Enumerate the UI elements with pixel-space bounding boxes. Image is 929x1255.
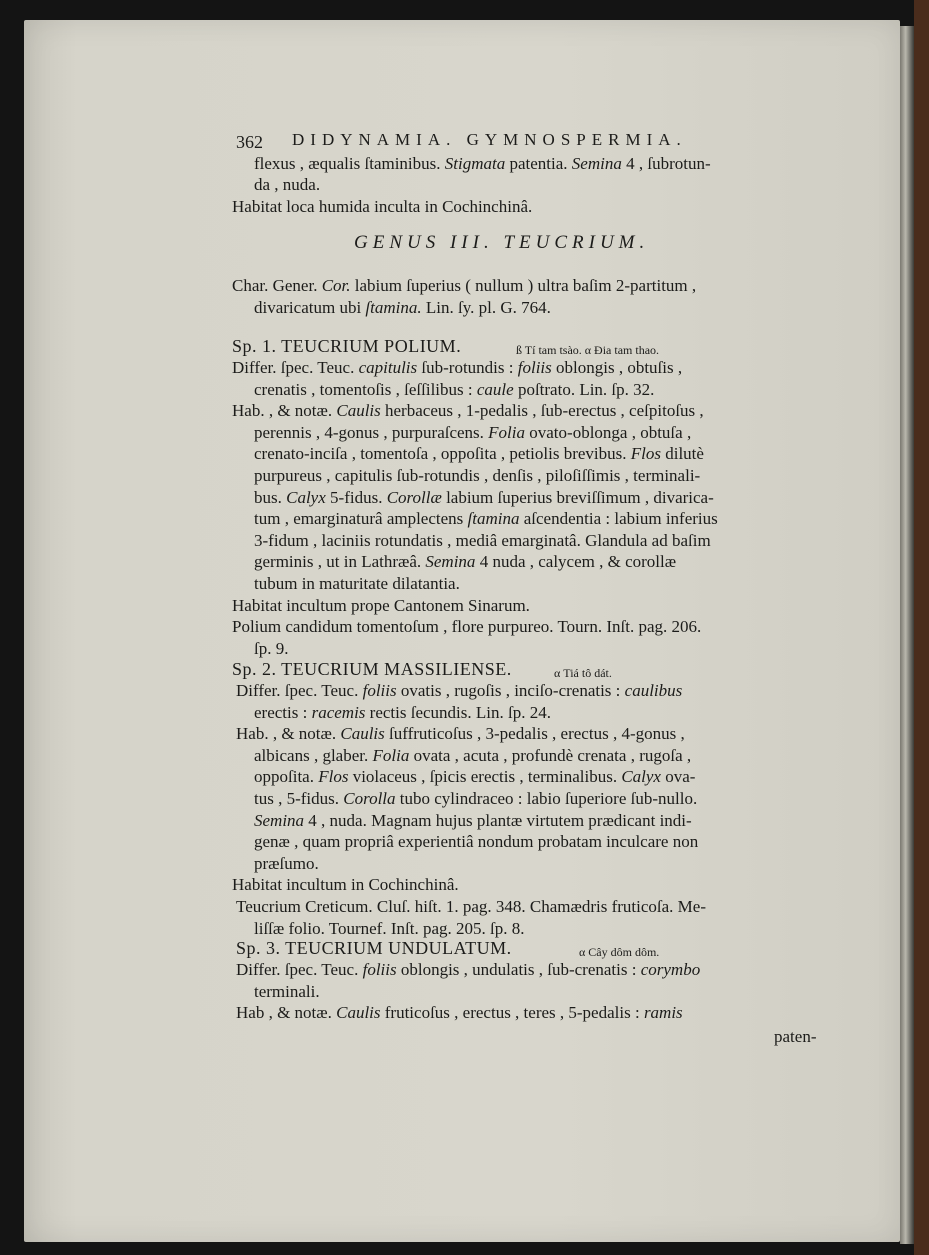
- running-title: DIDYNAMIA. GYMNOSPERMIA.: [292, 130, 687, 149]
- italic-term: Calyx: [621, 767, 661, 786]
- species-text-line: [254, 531, 711, 551]
- species-text-line: [254, 982, 320, 1002]
- book-page: [24, 20, 900, 1242]
- italic-term: caule: [476, 380, 514, 399]
- text-run: oppoſita.: [254, 767, 319, 786]
- text-run: fruticoſus , erectus , teres , 5-pedalis :: [380, 1003, 644, 1022]
- catchword: paten-: [774, 1027, 817, 1046]
- text-run: Differ. ſpec. Teuc.: [236, 681, 363, 700]
- italic-term: Corolla: [343, 789, 396, 808]
- text-run: violaceus , ſpicis erectis , terminalibus.: [348, 767, 622, 786]
- text-run: flexus , æqualis ſtaminibus.: [254, 154, 445, 173]
- species-text-line: [254, 466, 700, 486]
- species-text-line: [232, 617, 701, 637]
- species-text-line: [254, 703, 551, 723]
- text-run: Hab , & notæ.: [236, 1003, 337, 1022]
- italic-term: corymbo: [640, 960, 701, 979]
- species-text-line: [254, 854, 319, 874]
- text-run: Char. Gener.: [232, 276, 322, 295]
- italic-term: Cor.: [321, 276, 351, 295]
- species-text-line: [254, 832, 698, 852]
- text-run: perennis , 4-gonus , purpuraſcens.: [254, 423, 489, 442]
- text-run: ſub-rotundis :: [417, 358, 518, 377]
- text-run: Differ. ſpec. Teuc.: [236, 960, 363, 979]
- species-text-line: [254, 767, 695, 787]
- page-text: [24, 20, 900, 1242]
- species-text-line: [236, 1003, 683, 1023]
- text-run: Habitat incultum in Cochinchinâ.: [232, 875, 459, 894]
- species-text-line: [236, 897, 706, 917]
- text-run: Differ. ſpec. Teuc.: [232, 358, 359, 377]
- text-run: genæ , quam propriâ experientiâ nondum probatam inculcare non: [254, 832, 699, 851]
- text-run: dilutè: [660, 444, 704, 463]
- species-text-line: [254, 639, 288, 659]
- species-text-line: [254, 509, 718, 529]
- text-run: Habitat incultum prope Cantonem Sinarum.: [232, 596, 530, 615]
- species-title: Sp. 3. TEUCRIUM UNDULATUM.: [236, 938, 512, 958]
- text-run: ovata , acuta , profundè crenata , rugoſa ,: [409, 746, 692, 765]
- text-run: germinis , ut in Lathræâ.: [254, 552, 426, 571]
- text-run: liſſæ folio. Tournef. Inſt. pag. 205. ſp. 8.: [254, 919, 525, 938]
- text-run: Hab. , & notæ.: [236, 724, 341, 743]
- species-text-line: [254, 444, 704, 464]
- text-run: 3-fidum , laciniis rotundatis , mediâ emarginatâ. Glandula ad baſim: [254, 531, 711, 550]
- text-run: Teucrium Creticum. Cluſ. hiſt. 1. pag. 348. Chamædris fruticoſa. Me-: [236, 897, 707, 916]
- species-text-line: [254, 919, 524, 939]
- text-run: oblongis , obtuſis ,: [551, 358, 683, 377]
- text-run: tubum in maturitate dilatantia.: [254, 574, 460, 593]
- text-run: tubo cylindraceo : labio ſuperiore ſub-nullo.: [395, 789, 698, 808]
- italic-term: Caulis: [336, 1003, 381, 1022]
- text-run: tus , 5-fidus.: [254, 789, 344, 808]
- italic-term: foliis: [362, 960, 397, 979]
- text-run: ovatis , rugoſis , inciſo-crenatis :: [396, 681, 625, 700]
- italic-term: Flos: [630, 444, 661, 463]
- text-run: divaricatum ubi: [254, 298, 366, 317]
- italic-term: Stigmata: [444, 154, 506, 173]
- species-text-line: [254, 423, 691, 443]
- species-text-line: [254, 552, 676, 572]
- text-run: crenato-inciſa , tomentoſa , oppoſita , petiolis brevibus.: [254, 444, 631, 463]
- italic-term: racemis: [311, 703, 366, 722]
- italic-term: ſtamina: [467, 509, 520, 528]
- species-text-line: [236, 681, 682, 701]
- vernacular-name: α Tiá tô dát.: [554, 666, 612, 680]
- char-line-2: [254, 298, 551, 318]
- italic-term: Semina: [571, 154, 622, 173]
- text-run: 4 , nuda. Magnam hujus plantæ virtutem prædicant indi-: [304, 811, 692, 830]
- text-run: tum , emarginaturâ amplectens: [254, 509, 468, 528]
- species-text-line: [254, 746, 691, 766]
- text-run: ova-: [660, 767, 696, 786]
- species-text-line: [254, 380, 654, 400]
- text-run: ovato-oblonga , obtuſa ,: [525, 423, 692, 442]
- italic-term: ramis: [643, 1003, 683, 1022]
- italic-term: foliis: [517, 358, 552, 377]
- text-run: patentia.: [505, 154, 572, 173]
- italic-term: Folia: [488, 423, 526, 442]
- italic-term: capitulis: [358, 358, 418, 377]
- text-run: erectis :: [254, 703, 312, 722]
- italic-term: Folia: [372, 746, 410, 765]
- italic-term: Semina: [425, 552, 476, 571]
- text-run: 4 , ſubrotun-: [621, 154, 711, 173]
- species-text-line: [236, 724, 685, 744]
- text-run: herbaceus , 1-pedalis , ſub-erectus , ceſpitoſus ,: [380, 401, 704, 420]
- binding-spine: [914, 0, 929, 1255]
- text-run: ſp. 9.: [254, 639, 289, 658]
- text-run: labium ſuperius breviſſimum , divarica-: [441, 488, 714, 507]
- italic-term: foliis: [362, 681, 397, 700]
- next-page-edge: [900, 26, 914, 1244]
- italic-term: ſtamina.: [365, 298, 422, 317]
- text-run: labium ſuperius ( nullum ) ultra baſim 2-partitum ,: [350, 276, 697, 295]
- species-text-line: [232, 401, 704, 421]
- italic-term: Flos: [318, 767, 349, 786]
- page-number: 362: [236, 132, 263, 152]
- italic-term: Semina: [254, 811, 305, 830]
- species-text-line: [254, 811, 692, 831]
- text-run: præſumo.: [254, 854, 319, 873]
- species-text-line: [254, 789, 697, 809]
- text-run: albicans , glaber.: [254, 746, 373, 765]
- species-text-line: [232, 875, 459, 895]
- species-text-line: [254, 488, 714, 508]
- species-title: Sp. 2. TEUCRIUM MASSILIENSE.: [232, 659, 512, 679]
- species-text-line: [236, 960, 700, 980]
- vernacular-name: ß Tí tam tsào. α Ɖia tam thao.: [516, 343, 660, 357]
- text-run: terminali.: [254, 982, 320, 1001]
- italic-term: Caulis: [340, 724, 385, 743]
- text-run: poſtrato. Lin. ſp. 32.: [513, 380, 655, 399]
- italic-term: Caulis: [336, 401, 381, 420]
- char-line-1: [232, 276, 696, 296]
- text-run: purpureus , capitulis ſub-rotundis , denſis , piloſiſſimis , terminali-: [254, 466, 701, 485]
- italic-term: Corollæ: [386, 488, 442, 507]
- species-title: Sp. 1. TEUCRIUM POLIUM.: [232, 336, 462, 356]
- species-text-line: [232, 358, 682, 378]
- text-run: Hab. , & notæ.: [232, 401, 337, 420]
- text-run: Lin. ſy. pl. G. 764.: [421, 298, 551, 317]
- intro-line-3: Habitat loca humida inculta in Cochinchinâ.: [232, 197, 533, 216]
- species-text-line: [232, 596, 530, 616]
- text-run: Polium candidum tomentoſum , flore purpureo. Tourn. Inſt. pag. 206.: [232, 617, 702, 636]
- text-run: oblongis , undulatis , ſub-crenatis :: [396, 960, 641, 979]
- text-run: rectis ſecundis. Lin. ſp. 24.: [365, 703, 551, 722]
- text-run: crenatis , tomentoſis , ſeſſilibus :: [254, 380, 477, 399]
- text-run: ſuffruticoſus , 3-pedalis , erectus , 4-gonus ,: [384, 724, 685, 743]
- text-run: 5-fidus.: [325, 488, 387, 507]
- intro-line-2: da , nuda.: [254, 175, 321, 194]
- text-run: aſcendentia : labium inferius: [519, 509, 718, 528]
- italic-term: caulibus: [624, 681, 683, 700]
- species-text-line: [254, 574, 460, 594]
- intro-line-1: [254, 154, 711, 174]
- vernacular-name: α Cây dôm dôm.: [579, 945, 660, 959]
- text-run: bus.: [254, 488, 287, 507]
- text-run: 4 nuda , calycem , & corollæ: [475, 552, 677, 571]
- genus-heading: GENUS III. TEUCRIUM.: [354, 232, 650, 253]
- italic-term: Calyx: [286, 488, 326, 507]
